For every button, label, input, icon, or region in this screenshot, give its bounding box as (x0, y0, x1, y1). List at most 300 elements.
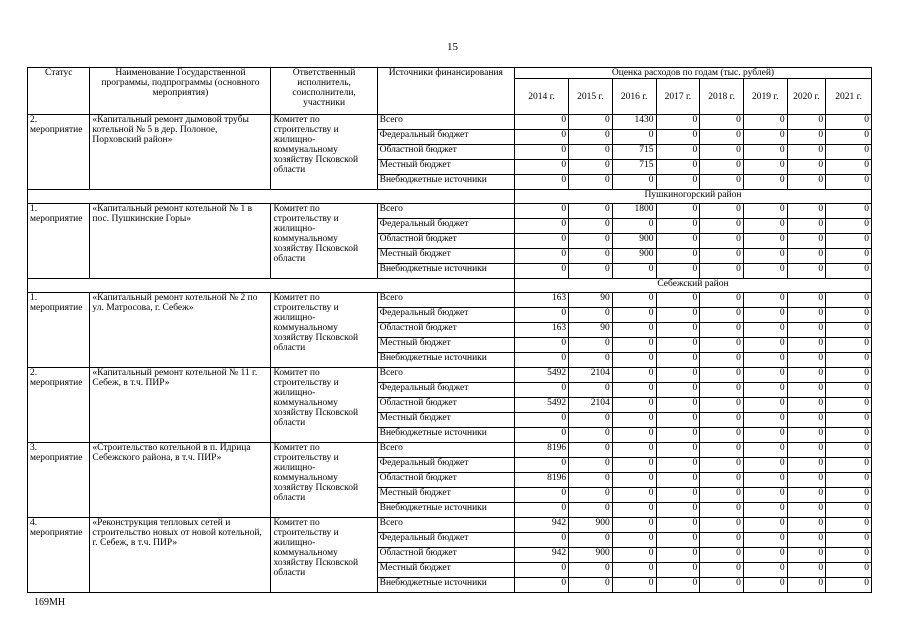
expense-value: 0 (743, 428, 787, 443)
table-row (28, 204, 872, 219)
table-row (28, 368, 872, 383)
expense-value: 0 (612, 533, 656, 548)
expense-value: 0 (787, 458, 826, 473)
expense-value: 0 (743, 338, 787, 353)
funding-source: Внебюджетные источники (377, 264, 514, 279)
expense-value: 0 (656, 293, 700, 308)
expense-value: 0 (656, 503, 700, 518)
expense-value: 2104 (569, 368, 613, 383)
expense-value: 900 (612, 234, 656, 249)
expense-value: 0 (787, 413, 826, 428)
header-year: 2019 г. (743, 79, 787, 115)
header-year: 2015 г. (569, 79, 613, 115)
expense-value: 0 (656, 578, 700, 593)
expense-value: 900 (569, 518, 613, 533)
expense-value: 0 (612, 563, 656, 578)
expense-value: 0 (656, 353, 700, 368)
expense-value: 0 (656, 488, 700, 503)
expense-value: 0 (787, 428, 826, 443)
expense-value: 0 (514, 175, 568, 190)
expense-value: 0 (700, 204, 744, 219)
district-name: Пушкиногорский район (514, 190, 871, 204)
expense-value: 0 (826, 518, 872, 533)
expense-value: 0 (826, 533, 872, 548)
expense-value: 0 (700, 488, 744, 503)
funding-source: Местный бюджет (377, 563, 514, 578)
expense-value: 0 (700, 533, 744, 548)
header-year: 2017 г. (656, 79, 700, 115)
expense-value: 0 (700, 548, 744, 563)
expense-value: 0 (612, 413, 656, 428)
expense-value: 0 (826, 115, 872, 130)
header-name: Наименование Государственной программы, подпрограммы (основного мероприятия) (90, 68, 271, 115)
expense-value: 0 (656, 518, 700, 533)
expense-value: 0 (514, 413, 568, 428)
item-status: 1. мероприятие (28, 293, 90, 368)
expense-value: 0 (826, 219, 872, 234)
expense-value: 0 (787, 115, 826, 130)
expense-value: 0 (514, 145, 568, 160)
expense-value: 0 (569, 219, 613, 234)
expense-value: 0 (826, 443, 872, 458)
expense-value: 0 (826, 383, 872, 398)
item-executor: Комитет по строительству и жилищно-коммунальному хозяйству Псковской области (271, 204, 377, 279)
expense-value: 0 (569, 383, 613, 398)
expense-value: 0 (787, 548, 826, 563)
expense-value: 942 (514, 548, 568, 563)
expense-value: 0 (656, 145, 700, 160)
expense-value: 0 (743, 563, 787, 578)
expense-value: 0 (787, 368, 826, 383)
expense-value: 0 (787, 473, 826, 488)
expense-value: 0 (656, 234, 700, 249)
expense-value: 0 (514, 428, 568, 443)
expense-value: 0 (569, 160, 613, 175)
expense-value: 0 (514, 503, 568, 518)
funding-source: Внебюджетные источники (377, 175, 514, 190)
expense-value: 0 (826, 548, 872, 563)
expense-value: 0 (656, 383, 700, 398)
expense-value: 0 (826, 368, 872, 383)
expense-value: 0 (787, 249, 826, 264)
expense-value: 0 (569, 249, 613, 264)
item-status: 2. мероприятие (28, 368, 90, 443)
expense-value: 0 (656, 219, 700, 234)
expense-value: 0 (514, 578, 568, 593)
expense-value: 0 (743, 293, 787, 308)
header-year: 2018 г. (700, 79, 744, 115)
funding-source: Областной бюджет (377, 234, 514, 249)
funding-source: Федеральный бюджет (377, 458, 514, 473)
expense-value: 0 (612, 488, 656, 503)
expense-value: 0 (569, 413, 613, 428)
page-number: 15 (447, 41, 458, 53)
funding-source: Всего (377, 368, 514, 383)
expense-value: 0 (612, 518, 656, 533)
expense-value: 0 (700, 428, 744, 443)
expense-value: 1800 (612, 204, 656, 219)
expense-value: 0 (569, 234, 613, 249)
expense-value: 0 (743, 264, 787, 279)
funding-source: Всего (377, 443, 514, 458)
expense-value: 0 (787, 175, 826, 190)
expense-value: 0 (700, 175, 744, 190)
funding-source: Областной бюджет (377, 548, 514, 563)
expense-value: 0 (826, 204, 872, 219)
funding-source: Всего (377, 518, 514, 533)
expense-value: 0 (514, 130, 568, 145)
district-spacer (28, 279, 515, 293)
funding-source: Федеральный бюджет (377, 308, 514, 323)
expense-value: 0 (569, 264, 613, 279)
expense-value: 0 (656, 323, 700, 338)
expense-value: 0 (569, 338, 613, 353)
expense-value: 0 (826, 308, 872, 323)
funding-source: Местный бюджет (377, 488, 514, 503)
expense-value: 0 (700, 264, 744, 279)
expense-value: 0 (787, 204, 826, 219)
expense-value: 0 (569, 458, 613, 473)
funding-source: Федеральный бюджет (377, 130, 514, 145)
expense-value: 0 (569, 353, 613, 368)
expense-value: 0 (569, 175, 613, 190)
expense-value: 90 (569, 323, 613, 338)
expense-value: 0 (514, 338, 568, 353)
expense-value: 0 (700, 308, 744, 323)
expense-value: 0 (612, 458, 656, 473)
expense-value: 0 (612, 428, 656, 443)
item-status: 1. мероприятие (28, 204, 90, 279)
expense-value: 0 (826, 353, 872, 368)
item-name: «Реконструкция тепловых сетей и строительство новых от новой котельной, г. Себеж, в т.ч. ПИР» (90, 518, 271, 593)
expense-value: 8196 (514, 473, 568, 488)
expense-value: 0 (569, 473, 613, 488)
expense-value: 0 (743, 578, 787, 593)
expense-value: 0 (787, 443, 826, 458)
expense-value: 0 (514, 160, 568, 175)
item-name: «Капитальный ремонт котельной № 2 по ул. Матросова, г. Себеж» (90, 293, 271, 368)
expense-value: 0 (656, 249, 700, 264)
expense-value: 0 (700, 323, 744, 338)
header-year: 2021 г. (826, 79, 872, 115)
funding-source: Местный бюджет (377, 160, 514, 175)
expense-value: 0 (656, 533, 700, 548)
expense-value: 0 (514, 115, 568, 130)
funding-source: Федеральный бюджет (377, 219, 514, 234)
expense-value: 163 (514, 323, 568, 338)
expense-value: 0 (787, 130, 826, 145)
expense-value: 0 (787, 160, 826, 175)
expense-value: 0 (826, 234, 872, 249)
expense-value: 715 (612, 145, 656, 160)
expense-value: 0 (826, 145, 872, 160)
expense-value: 0 (514, 308, 568, 323)
expense-value: 0 (743, 160, 787, 175)
expense-value: 0 (787, 563, 826, 578)
expense-value: 0 (700, 518, 744, 533)
budget-table (27, 67, 872, 593)
item-name: «Капитальный ремонт котельной № 1 в пос. Пушкинские Горы» (90, 204, 271, 279)
funding-source: Местный бюджет (377, 249, 514, 264)
expense-value: 0 (743, 115, 787, 130)
expense-value: 0 (787, 383, 826, 398)
table-body (28, 115, 872, 593)
funding-source: Федеральный бюджет (377, 533, 514, 548)
item-name: «Капитальный ремонт дымовой трубы котельной № 5 в дер. Полоное, Порховский район» (90, 115, 271, 190)
item-executor: Комитет по строительству и жилищно-коммунальному хозяйству Псковской области (271, 115, 377, 190)
expense-value: 0 (569, 115, 613, 130)
expense-value: 0 (700, 160, 744, 175)
expense-value: 0 (569, 503, 613, 518)
expense-value: 0 (569, 145, 613, 160)
expense-value: 0 (787, 503, 826, 518)
expense-value: 0 (743, 473, 787, 488)
expense-value: 0 (656, 160, 700, 175)
expense-value: 0 (612, 578, 656, 593)
expense-value: 0 (787, 308, 826, 323)
funding-source: Областной бюджет (377, 323, 514, 338)
expense-value: 0 (612, 264, 656, 279)
item-status: 3. мероприятие (28, 443, 90, 518)
expense-value: 0 (700, 578, 744, 593)
funding-source: Областной бюджет (377, 398, 514, 413)
expense-value: 0 (656, 115, 700, 130)
expense-value: 5492 (514, 368, 568, 383)
item-executor: Комитет по строительству и жилищно-коммунальному хозяйству Псковской области (271, 293, 377, 368)
expense-value: 0 (656, 204, 700, 219)
expense-value: 0 (826, 413, 872, 428)
funding-source: Внебюджетные источники (377, 353, 514, 368)
header-executor: Ответственный исполнитель, соисполнители, участники (271, 68, 377, 115)
expense-value: 0 (826, 249, 872, 264)
expense-value: 0 (743, 323, 787, 338)
expense-value: 0 (514, 533, 568, 548)
expense-value: 2104 (569, 398, 613, 413)
expense-value: 0 (700, 130, 744, 145)
expense-value: 0 (826, 428, 872, 443)
expense-value: 0 (743, 533, 787, 548)
expense-value: 0 (612, 548, 656, 563)
funding-source: Местный бюджет (377, 413, 514, 428)
expense-value: 0 (826, 175, 872, 190)
expense-value: 0 (514, 353, 568, 368)
expense-value: 0 (787, 264, 826, 279)
expense-value: 0 (612, 130, 656, 145)
expense-value: 0 (612, 338, 656, 353)
table-row (28, 518, 872, 533)
expense-value: 0 (743, 204, 787, 219)
expense-value: 0 (743, 503, 787, 518)
expense-value: 0 (700, 145, 744, 160)
expense-value: 0 (700, 443, 744, 458)
expense-value: 0 (743, 398, 787, 413)
item-name: «Капитальный ремонт котельной № 11 г. Себеж, в т.ч. ПИР» (90, 368, 271, 443)
expense-value: 0 (700, 458, 744, 473)
expense-value: 0 (826, 473, 872, 488)
expense-value: 0 (700, 473, 744, 488)
expense-value: 0 (656, 563, 700, 578)
expense-value: 0 (656, 398, 700, 413)
expense-value: 0 (743, 145, 787, 160)
expense-value: 0 (700, 249, 744, 264)
expense-value: 0 (743, 548, 787, 563)
expense-value: 0 (826, 293, 872, 308)
table-row (28, 293, 872, 308)
expense-value: 0 (743, 353, 787, 368)
expense-value: 0 (569, 578, 613, 593)
expense-value: 0 (743, 175, 787, 190)
expense-value: 0 (700, 563, 744, 578)
expense-value: 0 (612, 308, 656, 323)
expense-value: 0 (656, 130, 700, 145)
district-row (28, 190, 872, 204)
expense-value: 0 (700, 413, 744, 428)
expense-value: 0 (743, 488, 787, 503)
expense-value: 0 (826, 398, 872, 413)
expense-value: 0 (743, 368, 787, 383)
expense-value: 0 (612, 175, 656, 190)
expense-value: 0 (612, 398, 656, 413)
expense-value: 0 (700, 353, 744, 368)
expense-value: 0 (787, 488, 826, 503)
expense-value: 0 (826, 130, 872, 145)
item-executor: Комитет по строительству и жилищно-коммунальному хозяйству Псковской области (271, 518, 377, 593)
expense-value: 0 (569, 308, 613, 323)
expense-value: 0 (514, 488, 568, 503)
expense-value: 0 (612, 323, 656, 338)
expense-value: 0 (787, 578, 826, 593)
expense-value: 0 (514, 383, 568, 398)
expense-value: 0 (612, 443, 656, 458)
header-status: Статус (28, 68, 90, 115)
expense-value: 0 (569, 533, 613, 548)
expense-value: 0 (787, 323, 826, 338)
expense-value: 0 (612, 353, 656, 368)
expense-value: 0 (700, 115, 744, 130)
footer-code: 169МН (34, 597, 66, 608)
expense-value: 0 (700, 338, 744, 353)
expense-value: 0 (787, 293, 826, 308)
expense-value: 0 (826, 503, 872, 518)
expense-value: 0 (826, 338, 872, 353)
expense-value: 0 (743, 219, 787, 234)
item-name: «Строительство котельной в п. Идрица Себежского района, в т.ч. ПИР» (90, 443, 271, 518)
expense-value: 0 (826, 264, 872, 279)
expense-value: 0 (743, 518, 787, 533)
expense-value: 0 (700, 383, 744, 398)
expense-value: 0 (514, 264, 568, 279)
expense-value: 0 (656, 413, 700, 428)
expense-value: 0 (700, 503, 744, 518)
funding-source: Внебюджетные источники (377, 503, 514, 518)
expense-value: 0 (826, 458, 872, 473)
expense-value: 0 (826, 578, 872, 593)
funding-source: Областной бюджет (377, 473, 514, 488)
expense-value: 0 (514, 458, 568, 473)
item-status: 4. мероприятие (28, 518, 90, 593)
expense-value: 0 (656, 443, 700, 458)
expense-value: 0 (569, 563, 613, 578)
funding-source: Федеральный бюджет (377, 383, 514, 398)
expense-value: 900 (569, 548, 613, 563)
expense-value: 0 (787, 518, 826, 533)
expense-value: 0 (826, 488, 872, 503)
funding-source: Всего (377, 115, 514, 130)
expense-value: 0 (743, 234, 787, 249)
expense-value: 0 (514, 234, 568, 249)
table-row (28, 443, 872, 458)
expense-value: 0 (743, 308, 787, 323)
expense-value: 0 (514, 219, 568, 234)
expense-value: 0 (787, 398, 826, 413)
funding-source: Внебюджетные источники (377, 578, 514, 593)
expense-value: 0 (700, 368, 744, 383)
header-expenses: Оценка расходов по годам (тыс. рублей) (514, 68, 871, 79)
expense-value: 0 (826, 160, 872, 175)
expense-value: 0 (612, 383, 656, 398)
expense-value: 0 (569, 443, 613, 458)
expense-value: 0 (612, 368, 656, 383)
expense-value: 0 (514, 249, 568, 264)
funding-source: Всего (377, 293, 514, 308)
expense-value: 0 (700, 219, 744, 234)
expense-value: 90 (569, 293, 613, 308)
header-year: 2016 г. (612, 79, 656, 115)
expense-value: 0 (569, 488, 613, 503)
expense-value: 0 (656, 458, 700, 473)
expense-value: 0 (743, 249, 787, 264)
funding-source: Областной бюджет (377, 145, 514, 160)
expense-value: 1430 (612, 115, 656, 130)
expense-value: 0 (656, 308, 700, 323)
expense-value: 942 (514, 518, 568, 533)
expense-value: 0 (826, 563, 872, 578)
header-sources: Источники финансирования (377, 68, 514, 115)
expense-value: 715 (612, 160, 656, 175)
expense-value: 163 (514, 293, 568, 308)
header-year: 2014 г. (514, 79, 568, 115)
expense-value: 0 (569, 428, 613, 443)
expense-value: 0 (743, 443, 787, 458)
item-status: 2. мероприятие (28, 115, 90, 190)
expense-value: 0 (656, 428, 700, 443)
expense-value: 900 (612, 249, 656, 264)
expense-value: 0 (700, 398, 744, 413)
expense-value: 0 (743, 383, 787, 398)
expense-value: 0 (787, 338, 826, 353)
expense-value: 0 (569, 204, 613, 219)
expense-value: 0 (700, 234, 744, 249)
item-executor: Комитет по строительству и жилищно-коммунальному хозяйству Псковской области (271, 368, 377, 443)
expense-value: 0 (826, 323, 872, 338)
expense-value: 0 (656, 368, 700, 383)
expense-value: 0 (514, 204, 568, 219)
expense-value: 8196 (514, 443, 568, 458)
expense-value: 0 (569, 130, 613, 145)
expense-value: 0 (656, 175, 700, 190)
header-year: 2020 г. (787, 79, 826, 115)
district-row (28, 279, 872, 293)
expense-value: 0 (612, 219, 656, 234)
expense-value: 0 (656, 264, 700, 279)
district-spacer (28, 190, 515, 204)
expense-value: 0 (656, 473, 700, 488)
expense-value: 0 (787, 219, 826, 234)
item-executor: Комитет по строительству и жилищно-коммунальному хозяйству Псковской области (271, 443, 377, 518)
expense-value: 5492 (514, 398, 568, 413)
expense-value: 0 (656, 548, 700, 563)
expense-value: 0 (700, 293, 744, 308)
